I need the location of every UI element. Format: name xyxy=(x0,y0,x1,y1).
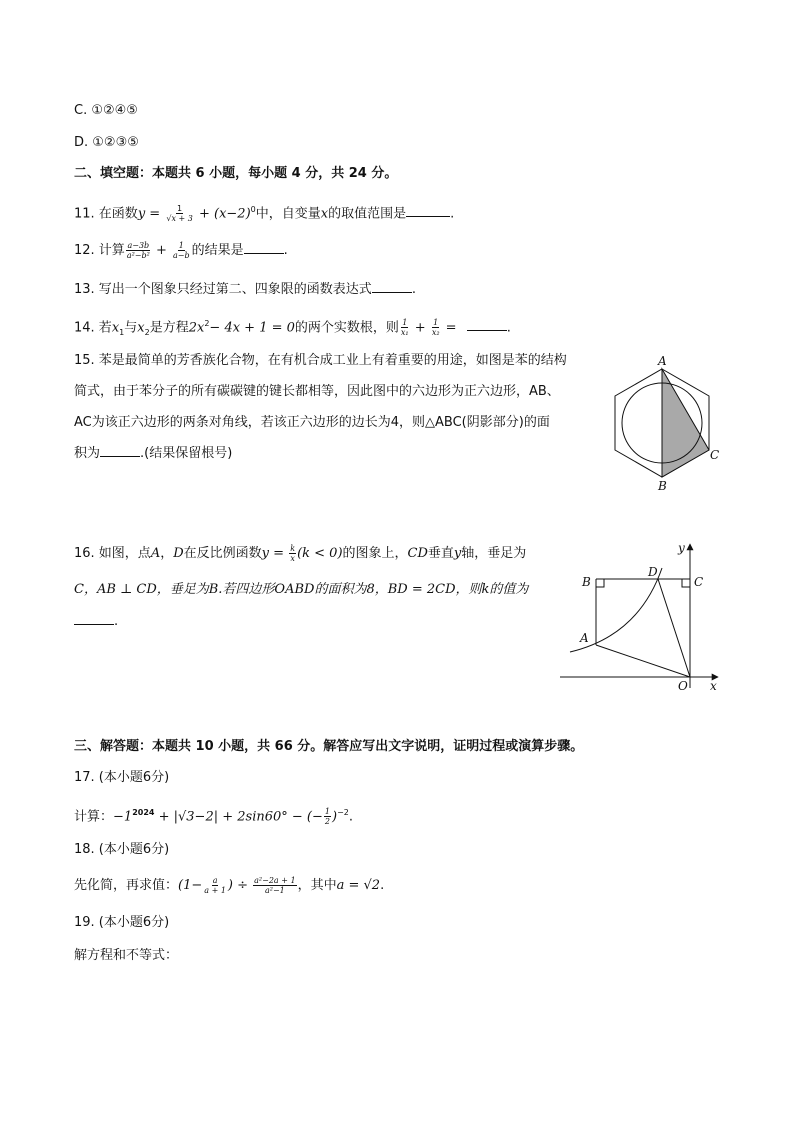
q19-title: 19. (本小题6分) xyxy=(74,915,170,930)
q16-frac-num: k xyxy=(290,544,296,553)
q14-f2-num: 1 xyxy=(433,318,439,328)
q18-end: . xyxy=(380,878,385,893)
question-16-line-3: . xyxy=(74,612,118,632)
q18-f1-num: a xyxy=(212,876,218,885)
question-14: 14. 若$x_1$与$x_2$是方程$2x^2- 4x + 1 = 0$的两个实数根，则 $\frac{1}{\text{x₁}}$ + $\frac{1}{\text{x₂}}$ = . xyxy=(74,318,511,338)
q14-equals: = xyxy=(441,320,461,336)
q16-frac-den: x xyxy=(290,554,295,563)
q17-expression xyxy=(74,803,353,827)
q14-x1-sub: 1 xyxy=(119,327,125,337)
q17-frac-num: 1 xyxy=(324,807,330,817)
q17-prefix: 计算： xyxy=(74,809,114,825)
q14-x2: x xyxy=(137,320,145,336)
q16-coordinate-figure xyxy=(558,538,728,700)
q16-l1d: 垂直 xyxy=(427,546,454,561)
question-13: 13. 写出一个图象只经过第二、四象限的函数表达式 . xyxy=(74,282,416,297)
q17-frac-den: 2 xyxy=(324,817,330,827)
q18-expression xyxy=(74,876,384,896)
q16-l1a: 16. 如图，点 xyxy=(74,546,151,561)
q14-f1-num: 1 xyxy=(402,318,408,328)
q15-answer-blank[interactable] xyxy=(100,444,140,457)
label-d: D xyxy=(648,565,658,579)
q14-eq-exp: 2 xyxy=(204,319,210,328)
question-11: 11. 在函数y = $\frac{1}{√x + 3}$ + $(x-2)^0$中，自变量x的取值范围是 . xyxy=(74,204,455,224)
segment-do xyxy=(658,579,690,677)
q17-t2: + |√3−2| + 2sin60° − (− xyxy=(154,809,323,825)
q17-end: . xyxy=(348,809,353,825)
segment-ao xyxy=(596,645,690,677)
q14-mid: 是方程 xyxy=(149,320,189,336)
q14-eq-rest: − 4x + 1 = 0 xyxy=(209,320,295,336)
label-c: C xyxy=(710,448,720,462)
q14-answer-blank[interactable] xyxy=(467,318,507,331)
q14-mid2: 的两个实数根，则 xyxy=(294,320,399,336)
q16-cond: (k < 0) xyxy=(297,546,343,561)
q12-f2-num: 1 xyxy=(178,241,184,250)
q17-title: 17. (本小题6分) xyxy=(74,770,170,785)
q15-l4b: .(结果保留根号) xyxy=(140,446,233,461)
q11-suffix: 中，自变量 xyxy=(255,206,321,222)
q11-fraction xyxy=(165,204,194,223)
q11-x: x xyxy=(320,206,329,222)
q11-exp: 0 xyxy=(250,205,256,214)
q18-p1: (1− xyxy=(178,878,203,893)
right-angle-c xyxy=(682,579,690,587)
q14-fraction-2 xyxy=(431,318,441,337)
q18-p2: ) ÷ xyxy=(227,878,253,893)
label-b: B xyxy=(658,479,667,493)
q16-l1e: 轴，垂足为 xyxy=(461,546,527,561)
q14-prefix: 14. 若 xyxy=(74,320,112,336)
q14-and: 与 xyxy=(124,320,138,336)
q12-fraction-1 xyxy=(126,241,151,260)
label-x: x xyxy=(710,679,717,693)
q16-point-d: D xyxy=(173,546,184,561)
q16-fraction xyxy=(289,544,296,563)
q15-line-3: AC为该正六边形的两条对角线，若该正六边形的边长为4，则△ABC(阴影部分)的面 xyxy=(74,415,550,430)
q17-t1-exp: 2024 xyxy=(132,808,155,817)
q16-l1b: 在反比例函数 xyxy=(183,546,262,561)
q17-t1: −1 xyxy=(113,809,133,825)
question-15 xyxy=(74,345,604,469)
question-16-line-1 xyxy=(74,544,526,564)
q16-yaxis: y xyxy=(453,546,462,561)
q13-answer-blank[interactable] xyxy=(372,280,412,293)
q16-l1c: 的图象上， xyxy=(342,546,408,561)
q14-x2-sub: 2 xyxy=(144,327,150,337)
q11-y: y xyxy=(137,206,146,222)
q11-answer-blank[interactable] xyxy=(406,204,450,217)
q11-frac-den: √x + 3 xyxy=(166,214,193,224)
q14-x1: x xyxy=(111,320,120,336)
q12-f1-num: a−3b xyxy=(127,241,150,250)
q17-t3: ) xyxy=(331,809,338,825)
q15-hexagon-figure xyxy=(608,352,724,494)
q16-eq: = xyxy=(269,546,289,561)
q14-plus: + xyxy=(410,320,430,336)
q12-fraction-2 xyxy=(172,241,191,260)
q12-plus: + xyxy=(151,243,171,258)
q16-point-a: A xyxy=(150,546,161,561)
q12-f2-den: a−b xyxy=(173,251,190,260)
section2-heading: 二、填空题：本题共 6 小题，每小题 4 分，共 24 分。 xyxy=(74,166,398,181)
q12-answer-blank[interactable] xyxy=(244,241,284,254)
q18-fraction-2 xyxy=(253,876,296,895)
option-c: C. ①②④⑤ xyxy=(74,103,138,118)
q11-mid: + (x−2) xyxy=(194,206,251,222)
label-o: O xyxy=(678,679,688,693)
question-12: 12. 计算 $\frac{a-3b}{\text{a²−b²}}$ + $\frac{1}{a-b}$ 的结果是 . xyxy=(74,241,288,260)
q11-prefix: 11. 在函数 xyxy=(74,206,138,222)
q11-frac-num: 1 xyxy=(177,204,183,214)
q13-text: 13. 写出一个图象只经过第二、四象限的函数表达式 xyxy=(74,282,372,297)
q18-mid: ，其中 xyxy=(297,878,337,893)
q18-title: 18. (本小题6分) xyxy=(74,842,170,857)
q16-answer-blank[interactable] xyxy=(74,612,114,625)
q14-eq: 2x xyxy=(188,320,205,336)
q18-prefix: 先化简，再求值： xyxy=(74,878,179,893)
q18-a-eq: a = √2 xyxy=(336,878,381,893)
section3-heading: 三、解答题：本题共 10 小题，共 66 分。解答应写出文字说明，证明过程或演算步骤。 xyxy=(74,739,584,754)
q16-cd: CD xyxy=(407,546,428,561)
q12-f1-den: a²−b² xyxy=(126,251,150,260)
q19-text: 解方程和不等式： xyxy=(74,948,179,963)
label-a: A xyxy=(658,354,667,368)
q15-line-2: 简式，由于苯分子的所有碳碳键的键长都相等，因此图中的六边形为正六边形，AB、 xyxy=(74,384,560,399)
q14-f2-den: x₂ xyxy=(431,328,440,338)
question-16-line-2: C，AB ⊥ CD，垂足为B.若四边形OABD的面积为8，BD = 2CD，则k的值为 xyxy=(74,582,529,597)
right-angle-b xyxy=(596,579,604,587)
label-a: A xyxy=(580,631,589,645)
label-c: C xyxy=(694,575,704,589)
label-y: y xyxy=(678,541,685,555)
q18-f2-num: a²−2a + 1 xyxy=(254,876,296,885)
q18-f1-den: a + 1 xyxy=(204,886,226,895)
q14-fraction-1 xyxy=(400,318,410,337)
q16-y: y xyxy=(261,546,270,561)
q17-t3-exp: −2 xyxy=(337,808,349,817)
q18-f2-den: a²−1 xyxy=(264,886,285,895)
q11-suffix2: 的取值范围是 xyxy=(328,206,407,222)
q15-line-4 xyxy=(74,438,604,469)
option-d: D. ①②③⑤ xyxy=(74,135,139,150)
q18-fraction-1 xyxy=(203,876,227,895)
q12-prefix: 12. 计算 xyxy=(74,243,125,258)
q17-fraction xyxy=(324,807,331,826)
q12-suffix: 的结果是 xyxy=(191,243,244,258)
q16-sep: ， xyxy=(160,546,174,561)
label-b: B xyxy=(582,575,591,589)
q15-line-1: 15. 苯是最简单的芳香族化合物，在有机合成工业上有着重要的用途，如图是苯的结构 xyxy=(74,353,567,368)
q14-f1-den: x₁ xyxy=(400,328,409,338)
q11-eq: = xyxy=(145,206,165,222)
q15-l4a: 积为 xyxy=(74,446,101,461)
